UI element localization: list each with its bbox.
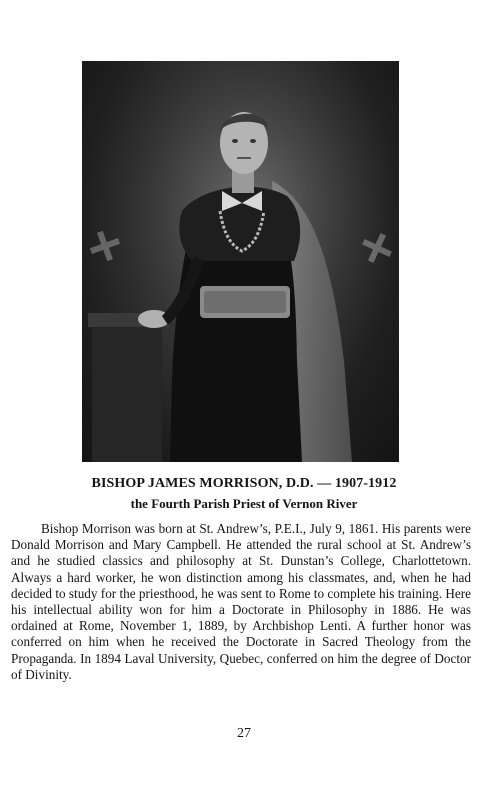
caption-title: BISHOP JAMES MORRISON, D.D. — 1907-1912 <box>91 476 397 491</box>
portrait-illustration <box>82 61 399 462</box>
caption-subtitle: the Fourth Parish Priest of Vernon River <box>130 496 358 511</box>
biography-paragraph: Bishop Morrison was born at St. Andrew’s, P.E.I., July 9, 1861. His parents were Donald Morrison and Mary Campbell. He attended the rural school at St. Andrew’s and he studied classics and philosophy at St. Dunstan’s College, Charlottetown. Always a hard worker, he won distinction among his classmates, and, when he had decided to study for the priesthood, he was sent to Rome to complete his training. Here his intellectual ability won for him a Doctorate in Philosophy in 1886. He was ordained at Rome, November 1, 1889, by Archbishop Lenti. A further honor was conferred on him when he received the Doctorate in Sacred Theology from the Propaganda. In 1894 Laval University, Quebec, conferred on him the degree of Doctor of Divinity. <box>11 521 471 682</box>
portrait-photo <box>82 61 399 462</box>
page-number: 27 <box>237 726 251 741</box>
